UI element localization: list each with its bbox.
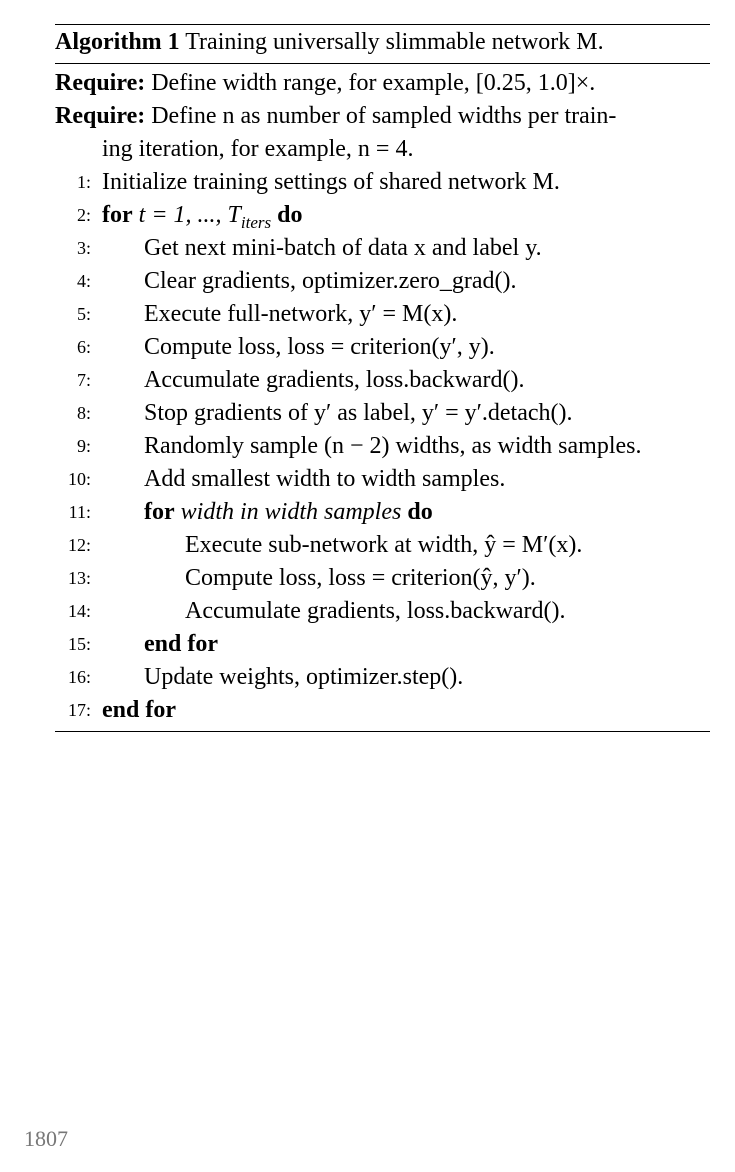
line-text: Compute loss, loss = criterion(y′, y). [144,334,495,360]
line-text: Accumulate gradients, loss.backward(). [185,598,566,624]
require-text: Define width range, for example, [0.25, 1.0]×. [151,70,596,96]
algo-line-5 [55,298,710,331]
line-text: Accumulate gradients, loss.backward(). [144,367,525,393]
page-number: 1807 [24,1126,68,1151]
line-text: Execute full-network, y′ = M(x). [144,301,458,327]
algo-line-4 [55,265,710,298]
line-text [144,496,433,529]
line-number: 2: [76,205,91,225]
line-number: 6: [76,337,91,357]
loop-range: t = 1, ..., T [138,202,241,228]
bottom-rule [55,731,710,732]
line-text: Compute loss, loss = criterion(ŷ, y′). [185,565,536,591]
line-text: Randomly sample (n − 2) widths, as width samples. [144,433,642,459]
algo-line-9 [55,430,710,463]
algo-line-7 [55,364,710,397]
require-text: Define n as number of sampled widths per train- [151,103,617,129]
line-text: Initialize training settings of shared network M. [102,169,560,195]
algo-line-6 [55,331,710,364]
line-number: 7: [76,370,91,390]
line-text: Get next mini-batch of data x and label y. [144,235,542,261]
keyword-for: for [102,202,133,228]
line-number: 12: [67,535,91,555]
require-1 [55,67,710,100]
line-text: Add smallest width to width samples. [144,466,506,492]
line-number: 3: [76,238,91,258]
algo-line-13 [55,562,710,595]
keyword-do: do [277,202,303,228]
line-number: 13: [67,568,91,588]
algo-line-15 [55,628,710,661]
algo-line-8 [55,397,710,430]
algo-line-2 [55,199,710,232]
algorithm-label: Algorithm 1 [55,29,180,55]
caption-rule [55,63,710,64]
loop-clause: width in width samples [180,499,402,525]
keyword-end-for: end for [144,631,218,657]
require-2 [55,100,710,166]
line-number: 9: [76,436,91,456]
algo-line-14 [55,595,710,628]
line-number: 8: [76,403,91,423]
loop-subscript: iters [240,212,272,232]
keyword-do: do [407,499,433,525]
line-number: 1: [76,172,91,192]
keyword-end-for: end for [102,697,176,723]
algo-line-17 [55,694,710,727]
algorithm-title: Training universally slimmable network M. [185,29,604,55]
line-number: 16: [67,667,91,687]
algorithm-block [55,24,710,732]
line-text: Execute sub-network at width, ŷ = M′(x). [185,532,583,558]
line-text: Clear gradients, optimizer.zero_grad(). [144,268,517,294]
line-number: 4: [76,271,91,291]
line-number: 11: [68,502,91,522]
line-number: 15: [67,634,91,654]
line-number: 10: [67,469,91,489]
algorithm-caption [55,25,710,58]
require-keyword: Require: [55,70,146,96]
line-text: Stop gradients of y′ as label, y′ = y′.detach(). [144,400,573,426]
algo-line-1 [55,166,710,199]
algo-line-12 [55,529,710,562]
algo-line-3 [55,232,710,265]
algo-line-10 [55,463,710,496]
line-number: 17: [67,700,91,720]
line-number: 14: [67,601,91,621]
line-text: Update weights, optimizer.step(). [144,664,464,690]
algo-line-16 [55,661,710,694]
keyword-for: for [144,499,175,525]
algo-line-11 [55,496,710,529]
require-keyword: Require: [55,103,146,129]
require-text-continued: ing iteration, for example, n = 4. [102,136,414,162]
line-number: 5: [76,304,91,324]
